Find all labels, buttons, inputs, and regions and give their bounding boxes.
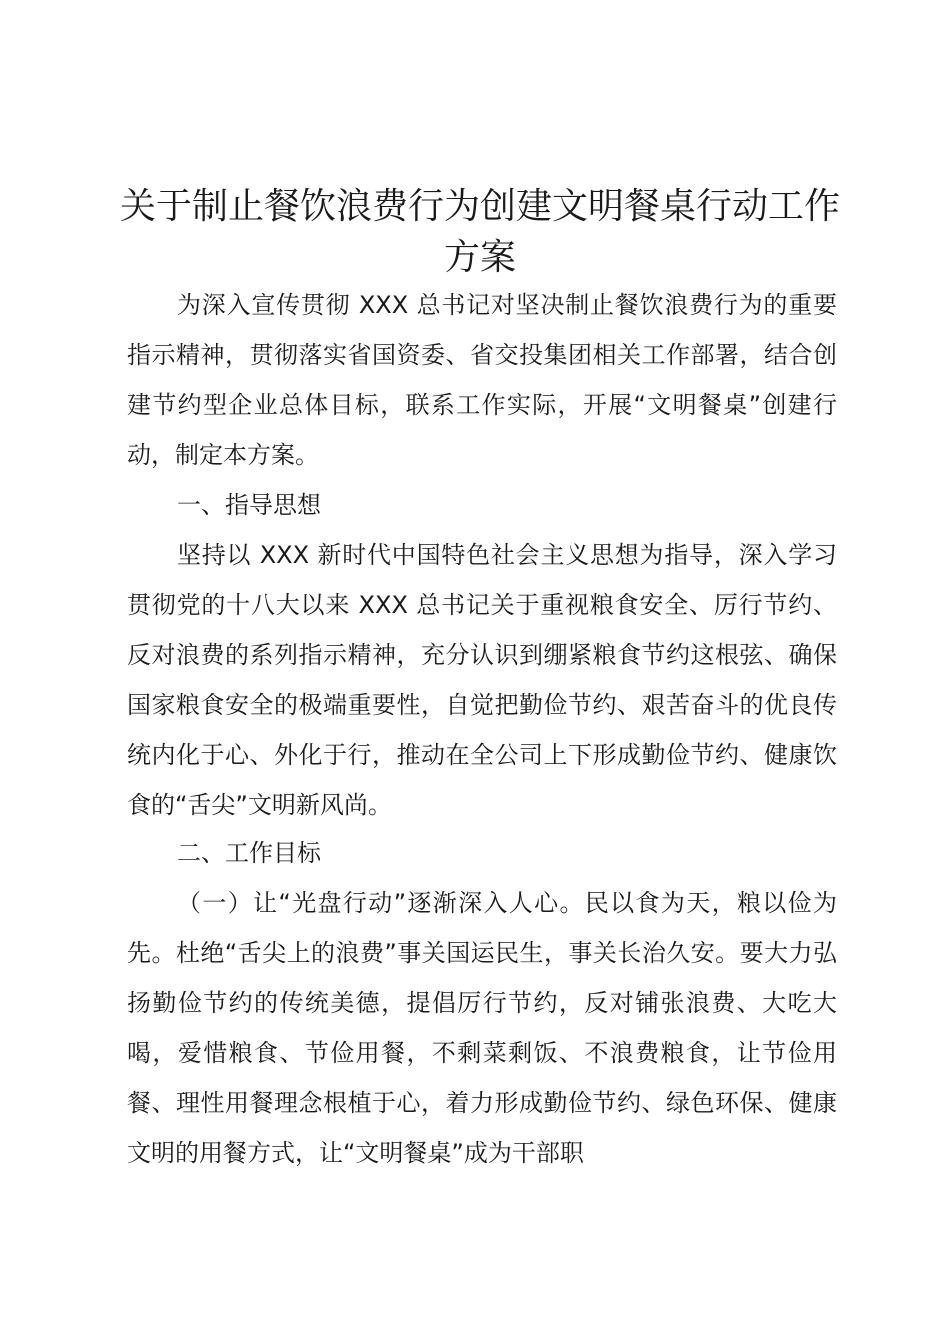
section1-paragraph: 坚持以 XXX 新时代中国特色社会主义思想为指导，深入学习贯彻党的十八大以来 XXX 总书记关于重视粮食安全、厉行节约、反对浪费的系列指示精神，充分认识到绷紧粮食节约这根弦、确保国家粮食安全的极端重要性，自觉把勤俭节约、艰苦奋斗的优良传统内化于心、外化于行，推动在全公司上下形成勤俭节约、健康饮食的“舌尖”文明新风尚。: [127, 541, 837, 819]
document-title-line1: 关于制止餐饮浪费行为创建文明餐桌行动工作: [119, 186, 840, 227]
section2-heading: 二、工作目标: [177, 839, 321, 867]
document-title-line2: 方案: [443, 237, 516, 278]
section1-heading: 一、指导思想: [177, 491, 321, 519]
intro-paragraph: 为深入宣传贯彻 XXX 总书记对坚决制止餐饮浪费行为的重要指示精神，贯彻落实省国资委、省交投集团相关工作部署，结合创建节约型企业总体目标，联系工作实际，开展“文明餐桌”创建行动，制定本方案。: [127, 291, 837, 469]
section2-item1-paragraph: （一）让“光盘行动”逐渐深入人心。民以食为天，粮以俭为先。杜绝“舌尖上的浪费”事关国运民生，事关长治久安。要大力弘扬勤俭节约的传统美德，提倡厉行节约，反对铺张浪费、大吃大喝，爱惜粮食、节俭用餐，不剩菜剩饭、不浪费粮食，让节俭用餐、理性用餐理念根植于心，着力形成勤俭节约、绿色环保、健康文明的用餐方式，让“文明餐桌”成为干部职: [127, 889, 837, 1167]
